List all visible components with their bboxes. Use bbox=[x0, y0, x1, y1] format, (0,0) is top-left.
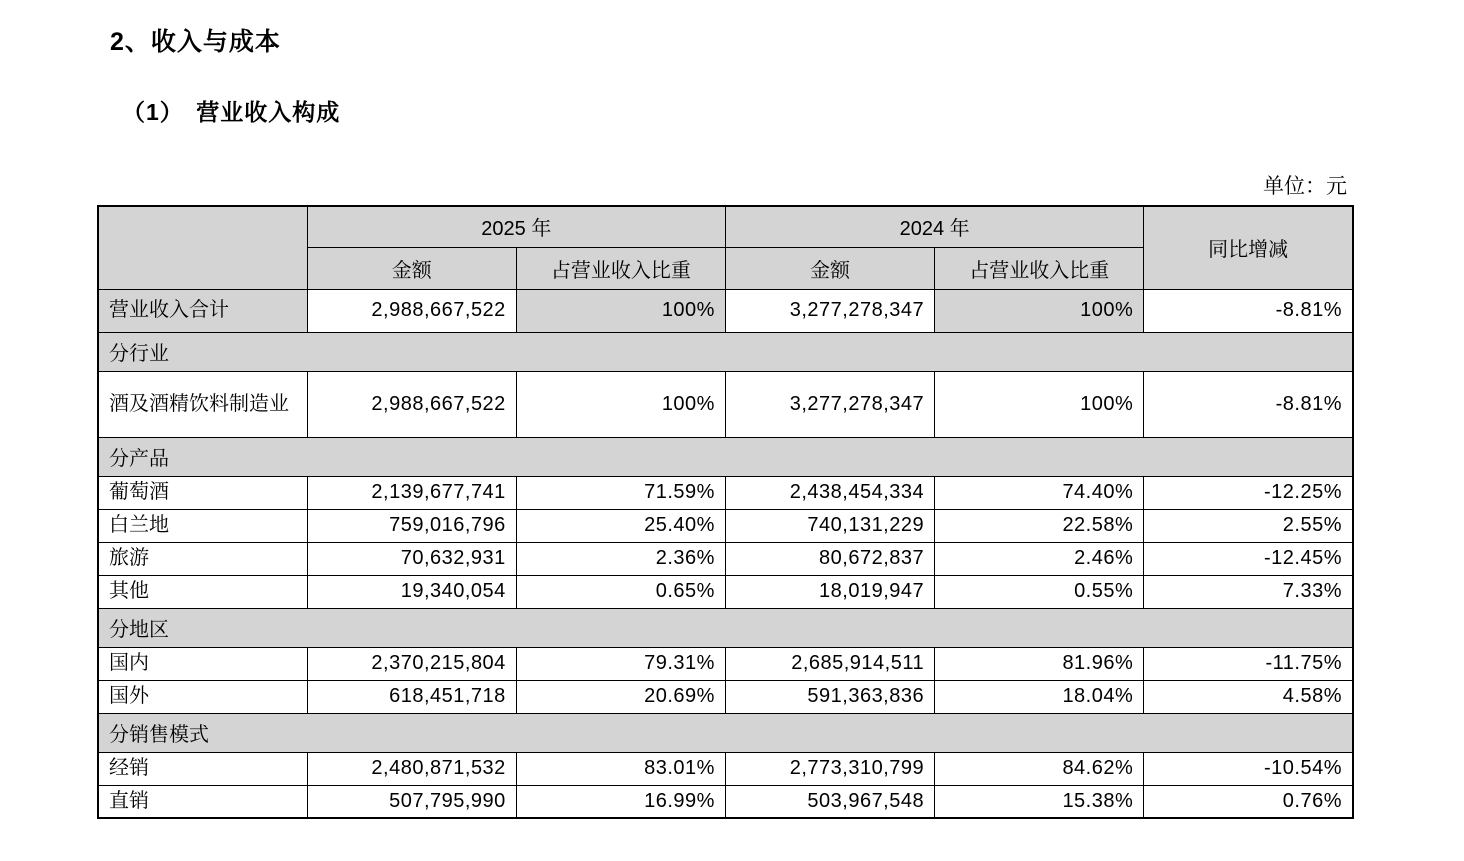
proportion-2025-header: 占营业收入比重 bbox=[516, 247, 725, 289]
section-row-industry bbox=[98, 332, 1353, 371]
proportion-2024-header: 占营业收入比重 bbox=[935, 247, 1144, 289]
amount-2024-cell: 2,685,914,511 bbox=[725, 647, 934, 680]
amount-2024-cell: 503,967,548 bbox=[725, 785, 934, 818]
yoy-cell: 4.58% bbox=[1144, 680, 1353, 713]
section-row-product bbox=[98, 437, 1353, 476]
section-row-region bbox=[98, 608, 1353, 647]
table-row bbox=[98, 752, 1353, 785]
subsection-title: （1） 营业收入构成 bbox=[122, 99, 341, 125]
amount-2025-cell: 507,795,990 bbox=[307, 785, 516, 818]
row-label-cell: 营业收入合计 bbox=[98, 289, 307, 332]
row-label-cell: 葡萄酒 bbox=[98, 476, 307, 509]
amount-2025-cell: 2,139,677,741 bbox=[307, 476, 516, 509]
section-title: 2、收入与成本 bbox=[110, 28, 281, 56]
amount-2024-cell: 80,672,837 bbox=[725, 542, 934, 575]
revenue-composition-table bbox=[97, 205, 1354, 819]
amount-2024-header: 金额 bbox=[725, 247, 934, 289]
proportion-2024-cell: 84.62% bbox=[935, 752, 1144, 785]
year-2024-header: 2024 年 bbox=[725, 206, 1143, 247]
amount-2025-cell: 759,016,796 bbox=[307, 509, 516, 542]
year-2025-header: 2025 年 bbox=[307, 206, 725, 247]
table-row bbox=[98, 371, 1353, 437]
table-row bbox=[98, 680, 1353, 713]
amount-2024-cell: 740,131,229 bbox=[725, 509, 934, 542]
table-row bbox=[98, 509, 1353, 542]
yoy-cell: -8.81% bbox=[1144, 371, 1353, 437]
amount-2024-cell: 3,277,278,347 bbox=[725, 289, 934, 332]
table-header-row-years bbox=[98, 206, 1353, 247]
amount-2024-cell: 2,438,454,334 bbox=[725, 476, 934, 509]
unit-label: 单位：元 bbox=[1263, 175, 1347, 198]
section-label-cell: 分地区 bbox=[98, 608, 1353, 647]
row-label-cell: 经销 bbox=[98, 752, 307, 785]
amount-2024-cell: 3,277,278,347 bbox=[725, 371, 934, 437]
proportion-2025-cell: 25.40% bbox=[516, 509, 725, 542]
proportion-2024-cell: 100% bbox=[935, 371, 1144, 437]
proportion-2024-cell: 2.46% bbox=[935, 542, 1144, 575]
row-label-cell: 其他 bbox=[98, 575, 307, 608]
proportion-2024-cell: 100% bbox=[935, 289, 1144, 332]
amount-2025-cell: 2,480,871,532 bbox=[307, 752, 516, 785]
table-row bbox=[98, 785, 1353, 818]
section-label-cell: 分行业 bbox=[98, 332, 1353, 371]
yoy-cell: -10.54% bbox=[1144, 752, 1353, 785]
proportion-2024-cell: 0.55% bbox=[935, 575, 1144, 608]
amount-2024-cell: 591,363,836 bbox=[725, 680, 934, 713]
row-label-cell: 酒及酒精饮料制造业 bbox=[98, 371, 307, 437]
yoy-cell: -11.75% bbox=[1144, 647, 1353, 680]
yoy-cell: -8.81% bbox=[1144, 289, 1353, 332]
yoy-cell: 2.55% bbox=[1144, 509, 1353, 542]
yoy-cell: -12.25% bbox=[1144, 476, 1353, 509]
proportion-2024-cell: 15.38% bbox=[935, 785, 1144, 818]
table-row bbox=[98, 542, 1353, 575]
proportion-2025-cell: 79.31% bbox=[516, 647, 725, 680]
proportion-2024-cell: 22.58% bbox=[935, 509, 1144, 542]
row-label-cell: 旅游 bbox=[98, 542, 307, 575]
amount-2025-cell: 70,632,931 bbox=[307, 542, 516, 575]
proportion-2025-cell: 100% bbox=[516, 289, 725, 332]
proportion-2025-cell: 16.99% bbox=[516, 785, 725, 818]
table-row-total bbox=[98, 289, 1353, 332]
yoy-cell: 0.76% bbox=[1144, 785, 1353, 818]
section-row-sales-mode bbox=[98, 713, 1353, 752]
row-label-cell: 国内 bbox=[98, 647, 307, 680]
proportion-2025-cell: 20.69% bbox=[516, 680, 725, 713]
proportion-2024-cell: 81.96% bbox=[935, 647, 1144, 680]
table-row bbox=[98, 476, 1353, 509]
amount-2025-cell: 2,370,215,804 bbox=[307, 647, 516, 680]
amount-2024-cell: 2,773,310,799 bbox=[725, 752, 934, 785]
amount-2025-cell: 2,988,667,522 bbox=[307, 371, 516, 437]
amount-2025-cell: 2,988,667,522 bbox=[307, 289, 516, 332]
table-row bbox=[98, 575, 1353, 608]
section-label-cell: 分销售模式 bbox=[98, 713, 1353, 752]
row-label-cell: 国外 bbox=[98, 680, 307, 713]
row-label-cell: 直销 bbox=[98, 785, 307, 818]
yoy-cell: 7.33% bbox=[1144, 575, 1353, 608]
proportion-2025-cell: 2.36% bbox=[516, 542, 725, 575]
amount-2025-cell: 19,340,054 bbox=[307, 575, 516, 608]
proportion-2024-cell: 74.40% bbox=[935, 476, 1144, 509]
corner-header-cell bbox=[98, 206, 307, 289]
proportion-2025-cell: 83.01% bbox=[516, 752, 725, 785]
proportion-2025-cell: 0.65% bbox=[516, 575, 725, 608]
table-row bbox=[98, 647, 1353, 680]
section-label-cell: 分产品 bbox=[98, 437, 1353, 476]
yoy-header: 同比增减 bbox=[1144, 206, 1353, 289]
yoy-cell: -12.45% bbox=[1144, 542, 1353, 575]
amount-2024-cell: 18,019,947 bbox=[725, 575, 934, 608]
proportion-2025-cell: 100% bbox=[516, 371, 725, 437]
row-label-cell: 白兰地 bbox=[98, 509, 307, 542]
proportion-2025-cell: 71.59% bbox=[516, 476, 725, 509]
amount-2025-header: 金额 bbox=[307, 247, 516, 289]
proportion-2024-cell: 18.04% bbox=[935, 680, 1144, 713]
amount-2025-cell: 618,451,718 bbox=[307, 680, 516, 713]
